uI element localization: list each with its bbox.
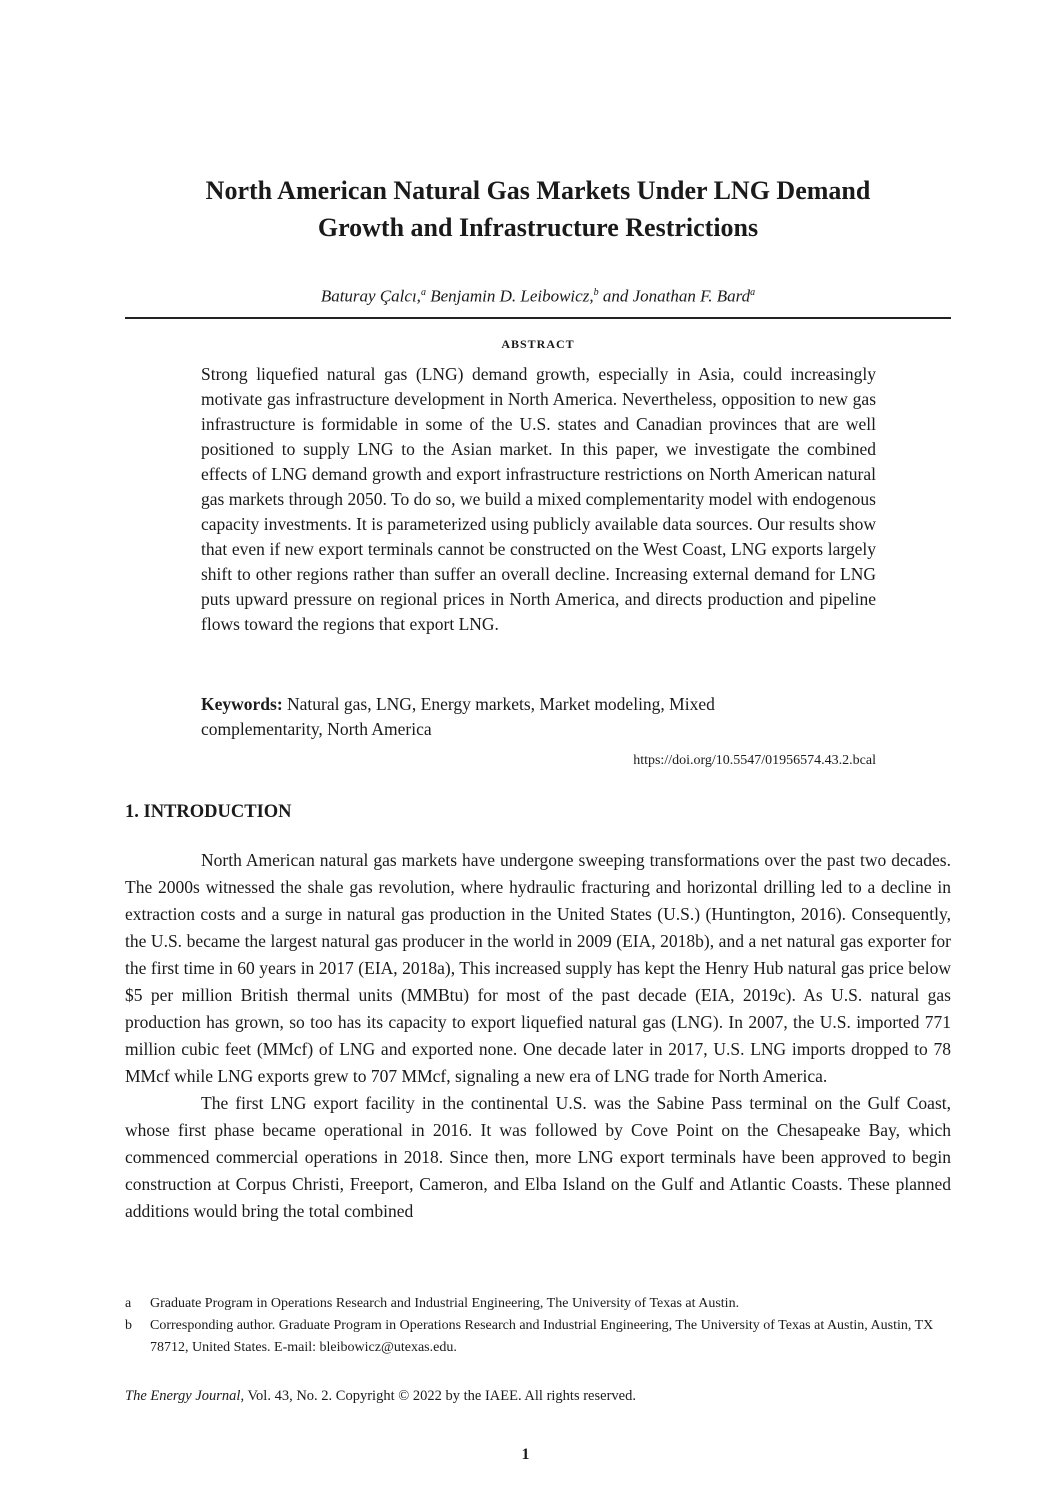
header-divider xyxy=(125,317,951,319)
footnotes xyxy=(125,1293,951,1359)
journal-name: The Energy Journal xyxy=(125,1388,241,1404)
keywords xyxy=(201,692,841,742)
paragraph: The first LNG export facility in the continental U.S. was the Sabine Pass terminal on the Gulf Coast, whose first phase became operational in 2016. It was followed by Cove Point on the Chesapeake Bay, which commenced commercial operations in 2018. Since then, more LNG export terminals have been approved to begin construction at Corpus Christi, Freeport, Cameron, and Elba Island on the Gulf and Atlantic Coasts. These planned additions would bring the total combined xyxy=(125,1093,951,1221)
section-heading: 1. INTRODUCTION xyxy=(125,802,292,822)
footnote xyxy=(125,1293,951,1315)
keywords-label: Keywords: xyxy=(201,694,283,714)
footnote-mark: b xyxy=(125,1318,132,1333)
journal-details: , Vol. 43, No. 2. Copyright © 2022 by the IAEE. All rights reserved. xyxy=(240,1388,636,1404)
author-list xyxy=(125,282,951,308)
footnote xyxy=(125,1315,951,1359)
keywords-list: Natural gas, LNG, Energy markets, Market modeling, Mixed complementarity, North America xyxy=(201,694,715,739)
page-number: 1 xyxy=(521,1446,530,1463)
author-affiliation-mark: a xyxy=(750,287,756,298)
body-text xyxy=(125,847,951,1225)
footnote-text: Graduate Program in Operations Research and Industrial Engineering, The University of Texas at Austin. xyxy=(150,1296,740,1311)
paragraph: North American natural gas markets have undergone sweeping transformations over the past two decades. The 2000s witnessed the shale gas revolution, where hydraulic fracturing and horizontal drilling led to a decline in extraction costs and a surge in natural gas production in the United States (U.S.) (Huntington, 2016). Consequently, the U.S. became the largest natural gas producer in the world in 2009 (EIA, 2018b), and a net natural gas exporter for the first time in 60 years in 2017 (EIA, 2018a), This increased supply has kept the Henry Hub natural gas price below $5 per million British thermal units (MMBtu) for most of the past decade (EIA, 2019c). As U.S. natural gas production has grown, so too has its capacity to export liquefied natural gas (LNG). In 2007, the U.S. imported 771 million cubic feet (MMcf) of LNG and exported none. One decade later in 2017, U.S. LNG imports dropped to 78 MMcf while LNG exports grew to 707 MMcf, signaling a new era of LNG trade for North America. xyxy=(125,850,951,1086)
paper-title xyxy=(125,172,951,246)
author-name: and Jonathan F. Bard xyxy=(598,286,751,306)
author-name: Baturay Çalcı, xyxy=(320,286,421,306)
abstract-heading: ABSTRACT xyxy=(501,337,575,351)
doi-link[interactable]: https://doi.org/10.5547/01956574.43.2.bcal xyxy=(633,753,876,768)
author-name: Benjamin D. Leibowicz, xyxy=(425,286,594,306)
abstract-text: Strong liquefied natural gas (LNG) demand growth, especially in Asia, could increasingly motivate gas infrastructure development in North America. Nevertheless, opposition to new gas infrastructure is formidable in some of the U.S. states and Canadian provinces that are well positioned to supply LNG to the Asian market. In this paper, we investigate the combined effects of LNG demand growth and export infrastructure restrictions on North American natural gas markets through 2050. To do so, we build a mixed complementarity model with endogenous capacity investments. It is parameterized using publicly available data sources. Our results show that even if new export terminals cannot be constructed on the West Coast, LNG exports largely shift to other regions rather than suffer an overall decline. Increasing external demand for LNG puts upward pressure on regional prices in North America, and directs production and pipeline flows toward the regions that export LNG. xyxy=(201,364,876,634)
author-affiliation-mark: a xyxy=(420,287,426,298)
author-affiliation-mark: b xyxy=(593,287,599,298)
footnote-mark: a xyxy=(125,1296,132,1311)
footnote-text: Corresponding author. Graduate Program in Operations Research and Industrial Engineering, The University of Texas at Austin, Austin, TX 78712, United States. E-mail: bleibowicz@utexas.edu. xyxy=(150,1318,934,1355)
title-line-1: North American Natural Gas Markets Under LNG Demand xyxy=(205,176,871,205)
journal-citation xyxy=(125,1386,636,1406)
title-line-2: Growth and Infrastructure Restrictions xyxy=(317,213,759,242)
